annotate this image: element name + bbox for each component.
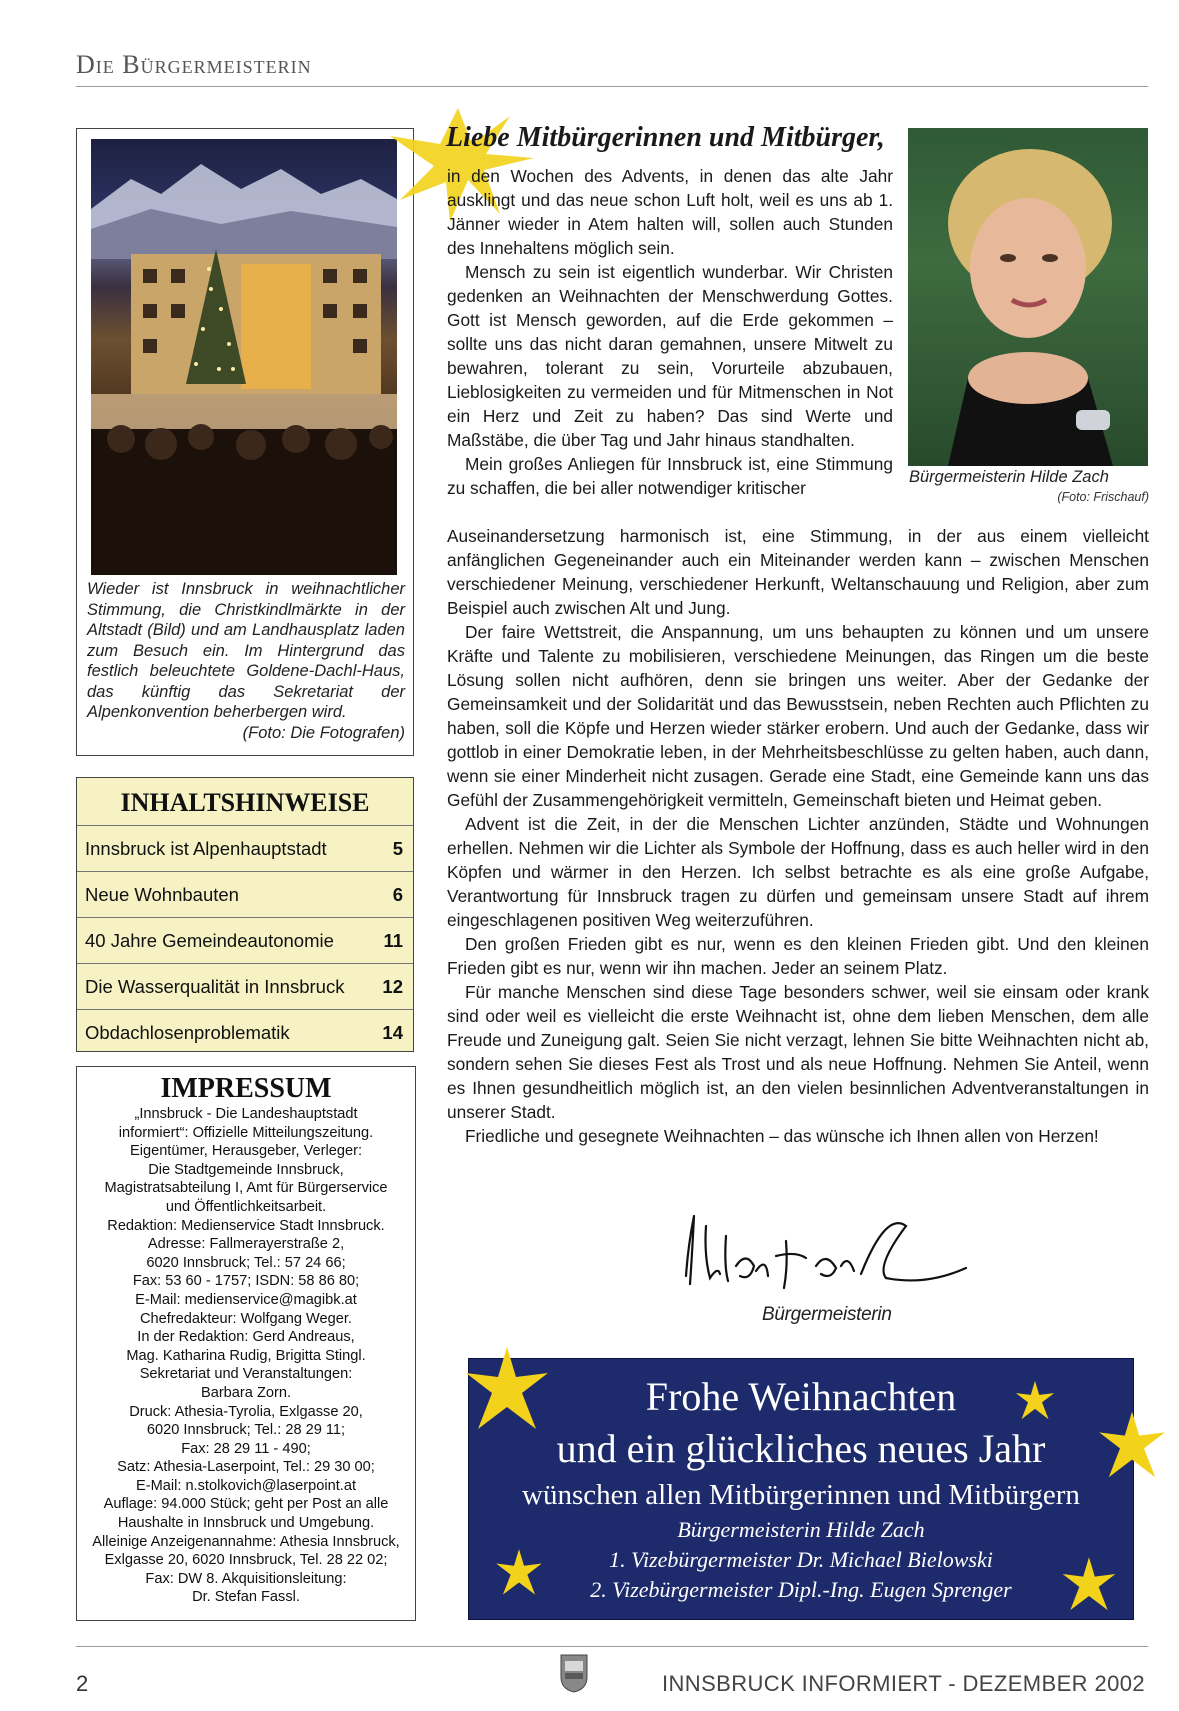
star-icon — [1096, 1410, 1168, 1482]
letter-paragraph: Für manche Menschen sind diese Tage besonders schwer, weil sie einsam oder krank sind oder weil es vielleicht die erste Weihnacht ist, ohne dem lieben Menschen, dem alle Freude und Zuneigung galt. Seien Sie nicht verzagt, lehnen Sie bitte Weihnachten nicht ab, sondern sehen Sie dieses Fest als Trost und als neue Hoffnung. Nehmen Sie Anteil, wenn es Ihnen gesundheitlich möglich ist, an den vielen besinnlichen Adventveranstaltungen in unserer Stadt. — [447, 982, 1149, 1122]
letter-paragraph: Friedliche und gesegnete Weihnachten – das wünsche ich Ihnen allen von Herzen! — [465, 1126, 1099, 1146]
impressum-heading: IMPRESSUM — [160, 1073, 332, 1104]
portrait-caption: Bürgermeisterin Hilde Zach — [909, 468, 1109, 486]
impressum-line: Eigentümer, Herausgeber, Verleger: — [129, 1143, 363, 1160]
impressum-text — [79, 1105, 413, 1607]
letter-paragraph: in den Wochen des Advents, in denen das alte Jahr ausklingt und das neue schon Luft holt, weil es uns ab 1. Jänner wieder in Atem halten will, sollen auch Stunden des Innehaltens möglich sein. — [447, 166, 893, 258]
impressum-line: „Innsbruck - Die Landeshauptstadt — [134, 1106, 358, 1122]
contents-box — [76, 777, 414, 1052]
section-title: Die Bürgermeisterin — [76, 50, 312, 79]
impressum-line: Fax: 53 60 - 1757; ISDN: 58 86 80; — [132, 1273, 360, 1290]
banner-signatory: 1. Vizebürgermeister Dr. Michael Bielowski — [609, 1547, 993, 1572]
letter-greeting: Liebe Mitbürgerinnen und Mitbürger, — [446, 122, 885, 153]
impressum-line: und Öffentlichkeitsarbeit. — [165, 1198, 327, 1215]
publication-title: INNSBRUCK INFORMIERT - DEZEMBER 2002 — [662, 1671, 1146, 1696]
toc-item-page: 6 — [392, 884, 403, 905]
christmas-market-photo — [91, 139, 397, 575]
letter-text-bottom — [447, 524, 1149, 1148]
toc-item-label: 40 Jahre Gemeindeautonomie — [85, 930, 334, 951]
impressum-line: Sekretariat und Veranstaltungen: — [139, 1366, 353, 1383]
handwritten-signature — [676, 1196, 1006, 1306]
banner-headline: Frohe Weihnachten — [645, 1374, 957, 1419]
impressum-line: Druck: Athesia-Tyrolia, Exlgasse 20, — [129, 1403, 363, 1420]
impressum-line: Redaktion: Medienservice Stadt Innsbruck. — [107, 1217, 385, 1234]
toc-item-page: 14 — [382, 1022, 403, 1043]
banner-signatory: Bürgermeisterin Hilde Zach — [677, 1517, 925, 1542]
impressum-line: Barbara Zorn. — [200, 1384, 292, 1401]
signature-role: Bürgermeisterin — [762, 1304, 892, 1325]
letter-text-top — [447, 164, 893, 500]
impressum-email-link[interactable]: E-Mail: n.stolkovich@laserpoint.at — [135, 1477, 357, 1494]
christmas-market-illustration — [91, 139, 397, 575]
star-icon — [462, 1345, 552, 1435]
letter-paragraph: Mensch zu sein ist eigentlich wunderbar. Wir Christen gedenken an Weihnachten der Menschwerdung Gottes. Gott ist Mensch geworden, auf die Erde gekommen – sollte uns das nicht daran gemahnen, unsere Mitwelt zu bewahren, tolerant zu sein, Vorurteile abzubauen, Lieblosigkeiten zu vermeiden und für Mitmenschen in Not ein Herz und Zeit zu haben? Das sind Werte und Maßstäbe, die über Tag und Jahr hinaus standhalten. — [447, 262, 893, 450]
banner-signatory: 2. Vizebürgermeister Dipl.-Ing. Eugen Sprenger — [590, 1577, 1012, 1602]
toc-item[interactable] — [77, 825, 413, 871]
impressum-line: Auflage: 94.000 Stück; geht per Post an alle — [103, 1496, 389, 1513]
impressum-line: informiert“: Offizielle Mitteilungszeitung. — [118, 1124, 374, 1141]
impressum-line: Exlgasse 20, 6020 Innsbruck, Tel. 28 22 02; — [104, 1552, 388, 1569]
impressum-line: Dr. Stefan Fassl. — [192, 1589, 300, 1606]
toc-item[interactable] — [77, 871, 413, 917]
impressum-line: Alleinige Anzeigenannahme: Athesia Innsbruck, — [92, 1533, 400, 1550]
star-icon — [494, 1548, 544, 1598]
contents-heading: INHALTSHINWEISE — [120, 788, 370, 817]
city-crest-icon — [559, 1651, 589, 1693]
impressum-line: Magistratsabteilung I, Amt für Bürgerservice — [104, 1180, 388, 1197]
impressum-line: Mag. Katharina Rudig, Brigitta Stingl. — [126, 1347, 366, 1364]
letter-paragraph: Auseinandersetzung harmonisch ist, eine Stimmung, in der aus einem vielleicht anfänglichen Gegeneinander auch ein Miteinander werden kann – zwischen Menschen verschiedener Meinung, verschiedener Herkunft, Weltanschauung und Religion, aber zum Beispiel auch zwischen Alt und Jung. — [447, 526, 1149, 618]
photo-caption-text: Wieder ist Innsbruck in weihnachtlicher Stimmung, die Christkindlmärkte in der Altstadt (Bild) und am Landhausplatz laden zum Besuch ein. Im Hintergrund das festlich beleuchtete Goldene-Dachl-Haus, das künftig das Sekretariat der Alpenkonvention beherbergen wird. — [87, 580, 405, 721]
star-icon — [1014, 1380, 1056, 1422]
toc-item-label: Obdachlosenproblematik — [85, 1022, 290, 1043]
toc-item-label: Die Wasserqualität in Innsbruck — [85, 976, 345, 997]
toc-item-label: Neue Wohnbauten — [85, 884, 239, 905]
toc-item-page: 12 — [382, 976, 403, 997]
star-icon — [1060, 1556, 1118, 1614]
page-number: 2 — [76, 1671, 89, 1696]
footer-divider — [76, 1646, 1148, 1647]
impressum-line: 6020 Innsbruck; Tel.: 28 29 11; — [146, 1422, 346, 1439]
impressum-line: Satz: Athesia-Laserpoint, Tel.: 29 30 00; — [117, 1459, 375, 1476]
banner-subline: wünschen allen Mitbürgerinnen und Mitbürgern — [522, 1479, 1080, 1511]
toc-item[interactable] — [77, 1009, 413, 1055]
toc-item[interactable] — [77, 963, 413, 1009]
banner-headline-2: und ein glückliches neues Jahr — [556, 1426, 1046, 1471]
mayor-portrait-photo — [908, 128, 1148, 466]
letter-paragraph: Advent ist die Zeit, in der die Menschen Lichter anzünden, Städte und Wohnungen erhellen. Nehmen wir die Lichter als Symbole der Hoffnung, dass es auch heller wird in den Köpfen und wärmer in den Herzen. Ich selbst betrachte es als eine große Aufgabe, Verantwortung für Innsbruck tragen zu dürfen und gemeinsam unsere Stadt auf ihrem eingeschlagenen positiven Weg weiterzuführen. — [447, 814, 1149, 930]
impressum-line: 6020 Innsbruck; Tel.: 57 24 66; — [146, 1254, 346, 1271]
impressum-box — [76, 1066, 416, 1621]
photo-credit: (Foto: Die Fotografen) — [242, 723, 405, 742]
toc-item[interactable] — [77, 917, 413, 963]
impressum-line: Chefredakteur: Wolfgang Weger. — [139, 1310, 352, 1327]
toc-item-label: Innsbruck ist Alpenhauptstadt — [85, 838, 327, 859]
impressum-line: Fax: 28 29 11 - 490; — [181, 1440, 311, 1457]
header-divider — [76, 86, 1148, 87]
impressum-line: Haushalte in Innsbruck und Umgebung. — [117, 1515, 375, 1532]
toc-item-page: 5 — [392, 838, 403, 859]
letter-paragraph: Den großen Frieden gibt es nur, wenn es den kleinen Frieden gibt. Und den kleinen Frieden gibt es nur, wenn wir ihn machen. Jeder an seinem Platz. — [447, 934, 1149, 978]
impressum-line: In der Redaktion: Gerd Andreaus, — [137, 1329, 355, 1346]
portrait-credit: (Foto: Frischauf) — [1057, 490, 1149, 504]
photo-box — [76, 128, 414, 756]
letter-paragraph: Der faire Wettstreit, die Anspannung, um uns behaupten zu können und um unsere Kräfte und Talente zu mobilisieren, verschiedene Meinungen, das Ringen um die beste Lösung sollen nicht aufhören, denn sie bringen uns weiter. Aber der Gedanke der Gemeinsamkeit und der Solidarität und das Bewusstsein, neben Rechten auch Pflichten zu haben, soll die Köpfe und Herzen wieder stärker erobern. Und auch der Gedanke, dass wir gottlob in einer Demokratie leben, in der Mehrheitsbeschlüsse zu gelten haben, auch dann, wenn sie einer Minderheit nicht zusagen. Gerade eine Stadt, eine Gemeinde kann uns das Gefühl der Zusammengehörigkeit vermitteln, Gemeinschaft bieten und Heimat geben. — [447, 622, 1149, 810]
portrait-illustration — [908, 128, 1148, 466]
impressum-line: Fax: DW 8. Akquisitionsleitung: — [145, 1570, 347, 1587]
impressum-line: Die Stadtgemeinde Innsbruck, — [148, 1161, 344, 1178]
toc-item-page: 11 — [383, 930, 403, 951]
impressum-line: Adresse: Fallmerayerstraße 2, — [147, 1236, 345, 1253]
letter-paragraph: Mein großes Anliegen für Innsbruck ist, eine Stimmung zu schaffen, die bei aller notwendiger kritischer — [447, 454, 893, 498]
impressum-email-link[interactable]: E-Mail: medienservice@magibk.at — [135, 1291, 357, 1308]
photo-caption — [87, 579, 405, 743]
